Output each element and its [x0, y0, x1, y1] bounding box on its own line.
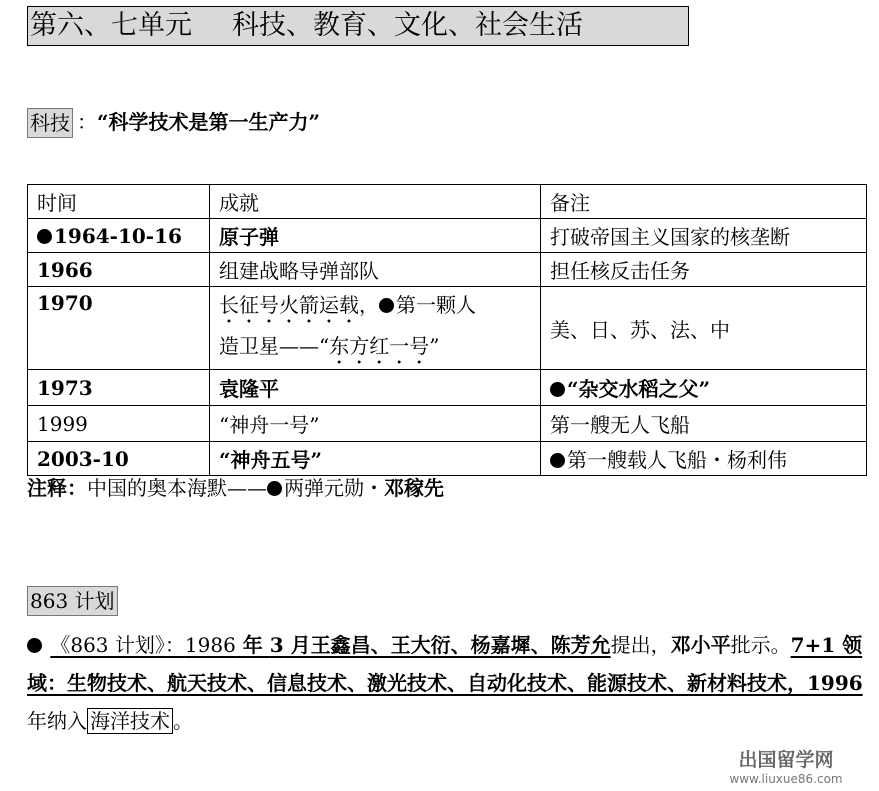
- bullet-dot-icon: [550, 453, 565, 468]
- footnote-name: 邓稼先: [384, 476, 444, 500]
- bullet-dot-icon: [267, 481, 282, 496]
- cell-time: [28, 219, 210, 253]
- cell-time: 1966: [28, 253, 210, 287]
- cell-time: 1970: [28, 287, 210, 370]
- cell-achievement: “神舟一号”: [210, 406, 541, 442]
- bullet-dot-icon: [27, 638, 42, 653]
- cell-achievement: 原子弹: [210, 219, 541, 253]
- footnote-text: 中国的奥本海默——: [87, 476, 267, 500]
- note-text: “杂交水稻之父”: [567, 377, 711, 401]
- page-title: [27, 6, 689, 46]
- footnote-honor: 两弹元勋・: [284, 476, 384, 500]
- plan-month: 3: [269, 633, 284, 657]
- title-units: 第六、七单元: [30, 10, 192, 41]
- plan-name: 《863 计划》：: [50, 633, 185, 657]
- satellite-text-a: 第一颗人: [396, 293, 476, 317]
- section-label-tech: 科技: [27, 108, 73, 138]
- watermark: [706, 748, 866, 786]
- cell-achievement: “神舟五号”: [210, 442, 541, 476]
- satellite-text-b: 造卫星——: [219, 334, 319, 358]
- cell-time: 1973: [28, 370, 210, 406]
- cell-note: 担任核反击任务: [541, 253, 867, 287]
- header-achievement: 成就: [210, 185, 541, 219]
- table-header-row: [28, 185, 867, 219]
- title-topics: 科技、教育、文化、社会生活: [232, 10, 583, 41]
- cell-time: 1999: [28, 406, 210, 442]
- tech-slogan: “科学技术是第一生产力”: [97, 110, 321, 134]
- cell-note: [541, 442, 867, 476]
- header-note: 备注: [541, 185, 867, 219]
- table-row: [28, 253, 867, 287]
- plan-fields: 7+1 领域：生物技术、航天技术、信息技术、激光技术、自动化技术、能源技术、新材料技术，: [27, 633, 863, 695]
- footnote-label: 注释：: [27, 476, 87, 500]
- plan-year: 1986: [184, 633, 236, 657]
- watermark-url: www.liuxue86.com: [729, 772, 843, 786]
- achievements-table: [27, 184, 867, 476]
- table-row: [28, 219, 867, 253]
- cell-note: [541, 370, 867, 406]
- plan-period: 。: [173, 709, 193, 733]
- footnote: [27, 474, 444, 502]
- cell-achievement: 组建战略导弹部队: [210, 253, 541, 287]
- table-row: [28, 406, 867, 442]
- plan-approved: 批示。: [730, 633, 791, 657]
- plan-year-unit: 年: [235, 633, 270, 657]
- cell-note: 美、日、苏、法、中: [541, 287, 867, 370]
- satellite-name: “东方红一号”: [319, 334, 440, 358]
- table-row: [28, 370, 867, 406]
- note-text: 第一艘载人飞船・杨利伟: [567, 448, 787, 472]
- bullet-dot-icon: [379, 298, 394, 313]
- cell-note: 打破帝国主义国家的核垄断: [541, 219, 867, 253]
- plan-included: 年纳入: [27, 709, 87, 733]
- plan-ocean-year: 1996: [807, 671, 863, 695]
- tech-colon: ：: [77, 110, 97, 134]
- table-row: [28, 287, 867, 370]
- time-text: 1964-10-16: [54, 223, 182, 248]
- cell-achievement: 袁隆平: [210, 370, 541, 406]
- rocket-text: 长征号火箭运载，: [219, 293, 379, 317]
- section-label-863: 863 计划: [27, 586, 118, 616]
- cell-note: 第一艘无人飞船: [541, 406, 867, 442]
- plan-proposed: 提出，: [610, 633, 671, 657]
- plan-proposers: 月王鑫昌、王大衍、杨嘉墀、陈芳允: [283, 633, 611, 657]
- bullet-dot-icon: [37, 229, 52, 244]
- bullet-dot-icon: [550, 382, 565, 397]
- plan-approver: 邓小平: [670, 633, 731, 657]
- header-time: 时间: [28, 185, 210, 219]
- plan-863-paragraph: [27, 626, 869, 740]
- cell-time: 2003-10: [28, 442, 210, 476]
- plan-ocean-tech: 海洋技术: [87, 708, 173, 734]
- table-row: [28, 442, 867, 476]
- watermark-title: 出国留学网: [738, 749, 834, 771]
- tech-slogan-line: [77, 108, 320, 136]
- cell-achievement: [210, 287, 541, 370]
